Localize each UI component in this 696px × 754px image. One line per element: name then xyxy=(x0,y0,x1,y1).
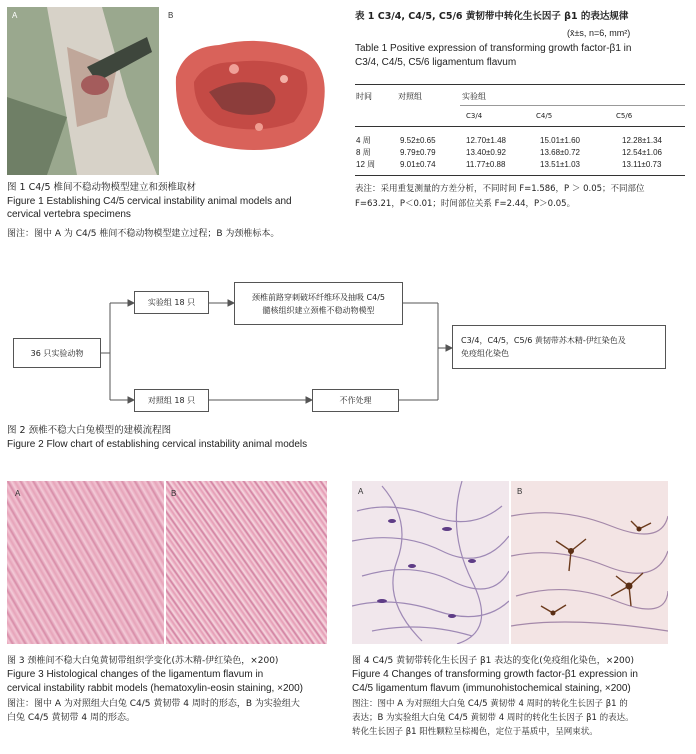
table1-body xyxy=(356,134,666,170)
fig3-caption-cn: 图 3 颈椎间不稳大白兔黄韧带组织学变化(苏木精-伊红染色，×200) xyxy=(7,656,279,666)
table1-header-c56: C5/6 xyxy=(616,112,633,120)
fig1-panel-b-photo xyxy=(164,7,341,175)
table-row xyxy=(356,134,666,146)
flow-start-box xyxy=(13,338,101,368)
table1-header-c45: C4/5 xyxy=(536,112,553,120)
cell-control: 9.01±0.74 xyxy=(400,159,436,169)
cell-c34: 11.77±0.88 xyxy=(466,159,506,169)
fig2-caption-en: Figure 2 Flow chart of establishing cervical instability animal models xyxy=(7,439,308,450)
flow-exp-group-box xyxy=(134,291,209,314)
fig1-caption-en-2: cervical vertebra specimens xyxy=(7,209,131,220)
table1-title-cn: 表 1 C3/4, C4/5, C5/6 黄韧带中转化生长因子 β1 的表达规律 xyxy=(355,11,629,22)
cell-c34: 13.40±0.92 xyxy=(466,147,506,157)
fig4-note-3: 转化生长因子 β1 阳性颗粒呈棕褐色，定位于基质中，呈网束状。 xyxy=(352,727,598,737)
surgery-scene xyxy=(7,7,159,175)
fig3-note-2: 白兔 C4/5 黄韧带 4 周的形态。 xyxy=(7,713,135,723)
table-row xyxy=(356,146,666,158)
fig4-note-1: 图注：图中 A 为对照组大白兔 C4/5 黄韧带 4 周时的转化生长因子 β1 的 xyxy=(352,699,628,709)
fig4-caption-en-2: C4/5 ligamentum flavum (immunohistochemical staining, ×200) xyxy=(352,683,631,694)
cell-c45: 15.01±1.60 xyxy=(540,135,580,145)
flow-exp-action-line2: 髓核组织建立颈椎不稳动物模型 xyxy=(262,305,375,315)
table1-note-1: 表注：采用重复测量的方差分析，不同时间 F=1.586，P ＞ 0.05；不同部位 xyxy=(355,184,645,194)
table1-title-en-2: C3/4, C4/5, C5/6 ligamentum flavum xyxy=(355,57,517,68)
fig3-panel-a-photo xyxy=(7,481,164,644)
cell-c34: 12.70±1.48 xyxy=(466,135,506,145)
fig1-panel-a-label: A xyxy=(12,11,18,20)
table1-top-rule xyxy=(355,84,685,85)
cell-control: 9.79±0.79 xyxy=(400,147,436,157)
cell-c56: 12.54±1.06 xyxy=(622,147,662,157)
flow-exp-action-box xyxy=(234,282,403,325)
fig3-panel-a-label: A xyxy=(15,489,21,498)
fig4-panel-a-label: A xyxy=(358,487,364,496)
table1-header-time: 时间 xyxy=(356,92,372,101)
flow-result-line1: C3/4，C4/5，C5/6 黄韧带苏木精-伊红染色及 xyxy=(461,336,626,345)
fig3-panel-b-photo xyxy=(166,481,327,644)
cell-c45: 13.51±1.03 xyxy=(540,159,580,169)
cell-time: 8 周 xyxy=(356,147,371,157)
fig3-panel-b-label: B xyxy=(171,489,177,498)
flow-ctrl-action-box xyxy=(312,389,399,412)
specimen-image xyxy=(164,7,341,175)
table1-note-2: F=63.21，P＜0.01；时间部位关系 F=2.44，P＞0.05。 xyxy=(355,199,576,209)
cell-c45: 13.68±0.72 xyxy=(540,147,580,157)
cell-c56: 13.11±0.73 xyxy=(622,159,662,169)
flow-start-label: 36 只实验动物 xyxy=(30,348,84,358)
fig1-caption-en-1: Figure 1 Establishing C4/5 cervical instability animal models and xyxy=(7,196,292,207)
fig4-note-2: 表达；B 为实验组大白兔 C4/5 黄韧带 4 周时的转化生长因子 β1 的表达。 xyxy=(352,713,634,723)
table1-title-en-1: Table 1 Positive expression of transforming growth factor-β1 in xyxy=(355,43,632,54)
cell-time: 12 周 xyxy=(356,159,376,169)
cell-c56: 12.28±1.34 xyxy=(622,135,662,145)
ihc-experiment-image xyxy=(511,481,668,644)
flow-ctrl-group-label: 对照组 18 只 xyxy=(147,396,196,405)
flow-result-line2: 免疫组化染色 xyxy=(461,349,509,358)
ihc-control-image xyxy=(352,481,509,644)
table-row xyxy=(356,158,666,170)
fig2-caption-cn: 图 2 颈椎不稳大白兔模型的建模流程图 xyxy=(7,425,172,436)
cell-control: 9.52±0.65 xyxy=(400,135,436,145)
flow-ctrl-group-box xyxy=(134,389,209,412)
cell-time: 4 周 xyxy=(356,135,371,145)
fig1-panel-a-photo xyxy=(7,7,159,175)
fig3-note-1: 图注：图中 A 为对照组大白兔 C4/5 黄韧带 4 周时的形态，B 为实验组大 xyxy=(7,699,300,709)
fig3-caption-en-1: Figure 3 Histological changes of the ligamentum flavum in xyxy=(7,669,264,680)
table1-header-control: 对照组 xyxy=(398,92,422,101)
fig4-panel-a-photo xyxy=(352,481,509,644)
fig4-caption-cn: 图 4 C4/5 黄韧带转化生长因子 β1 表达的变化(免疫组化染色，×200) xyxy=(352,656,635,666)
flow-exp-group-label: 实验组 18 只 xyxy=(147,298,196,307)
table1-mid-rule xyxy=(460,105,685,106)
table1-unit: (x̄±s, n=6, mm²) xyxy=(567,28,631,38)
table1-header-experiment: 实验组 xyxy=(462,92,486,101)
table1-header-rule xyxy=(355,126,685,127)
table1-header-c34: C3/4 xyxy=(466,112,483,120)
fig4-caption-en-1: Figure 4 Changes of transforming growth factor-β1 expression in xyxy=(352,669,638,680)
fig3-caption-en-2: cervical instability rabbit models (hematoxylin-eosin staining, ×200) xyxy=(7,683,303,694)
table1-bottom-rule xyxy=(355,175,685,176)
fig1-panel-b-label: B xyxy=(168,11,174,20)
flow-result-box xyxy=(452,325,666,369)
flow-ctrl-action-label: 不作处理 xyxy=(339,396,372,405)
fig4-panel-b-label: B xyxy=(517,487,523,496)
fig4-panel-b-photo xyxy=(511,481,668,644)
flow-exp-action-line1: 颈椎前路穿刺破坏纤维环及抽吸 C4/5 xyxy=(251,292,385,302)
fig1-caption-cn: 图 1 C4/5 椎间不稳动物模型建立和颈椎取材 xyxy=(7,182,197,193)
fig1-note: 图注：图中 A 为 C4/5 椎间不稳动物模型建立过程；B 为颈椎标本。 xyxy=(7,229,280,239)
